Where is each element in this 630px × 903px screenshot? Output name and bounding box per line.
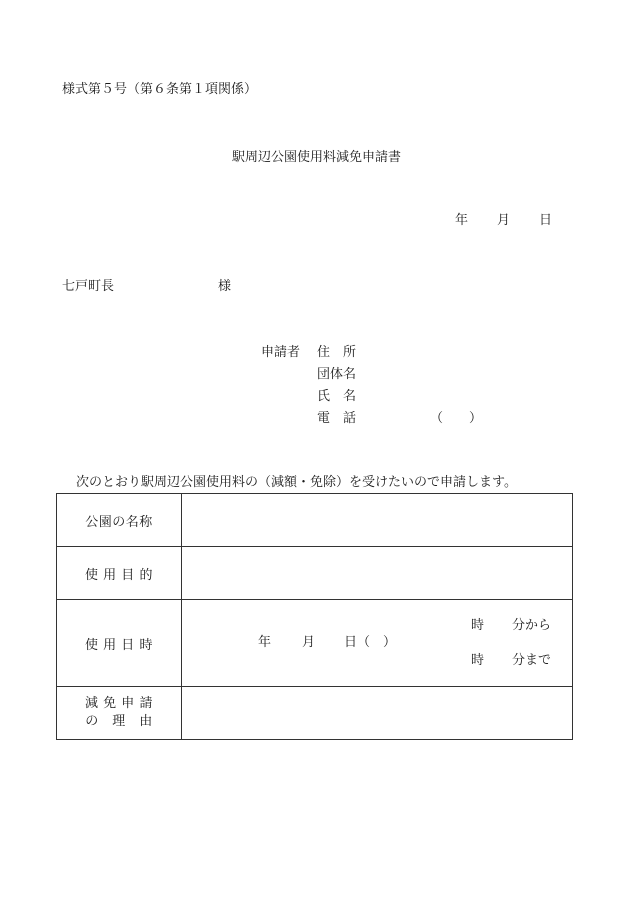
purpose-label: 使 用 目 的 [57, 547, 182, 600]
park-name-label: 公園の名称 [57, 494, 182, 547]
form-number: 様式第５号（第６条第１項関係） [62, 82, 258, 97]
application-table [56, 493, 573, 740]
phone-parens: （ ） [430, 411, 483, 426]
address-label: 住 所 [317, 345, 357, 360]
purpose-field[interactable] [182, 547, 573, 600]
to-minute-label: 分まで [512, 653, 552, 668]
reason-label-line1: 減 免 申 請 [85, 696, 153, 711]
dt-day-label: 日（ ） [344, 635, 397, 650]
park-name-field[interactable] [182, 494, 573, 547]
table-row-reason [57, 687, 573, 740]
reason-label-line2: の 理 由 [85, 714, 153, 729]
datetime-field[interactable] [182, 600, 573, 687]
addressee-honorific: 様 [218, 279, 232, 294]
from-hour-label: 時 [471, 618, 485, 633]
datetime-label: 使 用 日 時 [57, 600, 182, 687]
to-hour-label: 時 [471, 653, 485, 668]
intro-text: 次のとおり駅周辺公園使用料の（減額・免除）を受けたいので申請します。 [76, 475, 517, 490]
from-minute-label: 分から [512, 618, 552, 633]
reason-label [57, 687, 182, 740]
phone-label: 電 話 [317, 411, 357, 426]
addressee-name: 七戸町長 [62, 279, 115, 294]
date-year-label: 年 [455, 213, 469, 228]
dt-year-label: 年 [258, 635, 272, 650]
group-name-label: 団体名 [317, 367, 357, 382]
date-month-label: 月 [497, 213, 511, 228]
reason-field[interactable] [182, 687, 573, 740]
document-title: 駅周辺公園使用料減免申請書 [232, 150, 402, 165]
table-row-purpose [57, 547, 573, 600]
table-row-park-name [57, 494, 573, 547]
table-row-datetime [57, 600, 573, 687]
date-day-label: 日 [539, 213, 553, 228]
name-label: 氏 名 [317, 389, 357, 404]
dt-month-label: 月 [302, 635, 316, 650]
applicant-label: 申請者 [261, 345, 301, 360]
